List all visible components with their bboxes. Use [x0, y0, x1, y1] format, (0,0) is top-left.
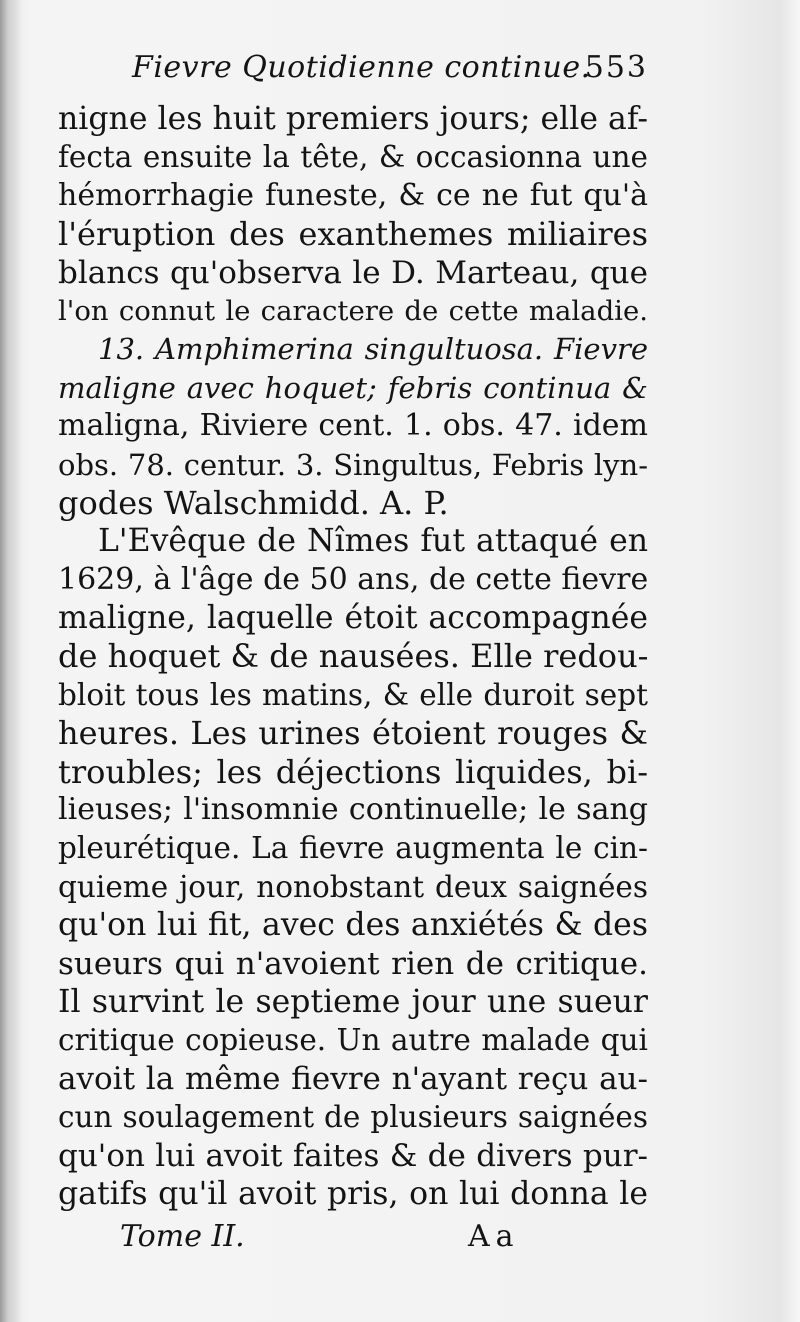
- text-line-12: L'Evêque de Nîmes fut attaqué en: [98, 523, 648, 560]
- page-footer: [58, 1219, 648, 1259]
- text-line-2: fecta ensuite la tête, & occasionna une: [58, 140, 648, 175]
- text-line-14: maligne, laquelle étoit accompagnée: [58, 600, 648, 637]
- text-line-1: nigne les huit premiers jours; elle af-: [58, 101, 648, 137]
- text-line-24: Il survint le septieme jour une sueur: [58, 983, 648, 1020]
- page-number: 553: [584, 50, 648, 85]
- text-line-20: pleurétique. La fievre augmenta le cin-: [58, 831, 648, 866]
- text-line-27: cun soulagement de plusieurs saignées: [58, 1100, 648, 1135]
- text-line-29: gatifs qu'il avoit pris, on lui donna le: [58, 1175, 648, 1212]
- text-line-7: 13. Amphimerina singultuosa. Fievre: [98, 332, 648, 367]
- page-gutter-shadow: [0, 0, 22, 1322]
- text-line-4: l'éruption des exanthemes miliaires: [58, 215, 648, 254]
- volume-label: Tome II.: [120, 1219, 245, 1255]
- signature-mark: Aa: [468, 1219, 520, 1255]
- text-block: [58, 46, 648, 1259]
- running-head: [58, 46, 648, 100]
- text-line-25: critique copieuse. Un autre malade qui: [58, 1023, 648, 1058]
- text-line-9: maligna, Riviere cent. 1. obs. 47. idem: [58, 408, 648, 444]
- text-line-18: troubles; les déjections liquides, bi-: [58, 752, 648, 791]
- text-line-10: obs. 78. centur. 3. Singultus, Febris lyn-: [58, 447, 648, 482]
- text-line-21: quieme jour, nonobstant deux saignées: [58, 869, 648, 904]
- text-line-16: bloit tous les matins, & elle duroit sept: [58, 677, 648, 712]
- text-line-23: sueurs qui n'avoient rien de critique.: [58, 945, 648, 982]
- text-line-5: blancs qu'observa le D. Marteau, que: [58, 254, 648, 291]
- text-line-26: avoit la même fievre n'ayant reçu au-: [58, 1060, 648, 1097]
- text-line-15: de hoquet & de nausées. Elle redou-: [58, 637, 648, 676]
- text-line-22: qu'on lui fit, avec des anxiétés & des: [58, 907, 648, 944]
- text-line-13: 1629, à l'âge de 50 ans, de cette fievre: [58, 561, 648, 597]
- text-line-28: qu'on lui avoit faites & de divers pur-: [58, 1137, 648, 1174]
- text-line-11: godes Walschmidd. A. P.: [58, 483, 449, 522]
- text-line-3: hémorrhagie funeste, & ce ne fut qu'à: [58, 177, 648, 213]
- text-line-17: heures. Les urines étoient rouges &: [58, 714, 648, 753]
- text-line-19: lieuses; l'insomnie continuelle; le sang: [58, 792, 648, 828]
- text-line-8: maligne avec hoquet; febris continua &: [58, 370, 648, 405]
- text-line-6: l'on connut le caractere de cette maladie.: [58, 294, 648, 327]
- running-title: Fievre Quotidienne continue.: [132, 50, 591, 85]
